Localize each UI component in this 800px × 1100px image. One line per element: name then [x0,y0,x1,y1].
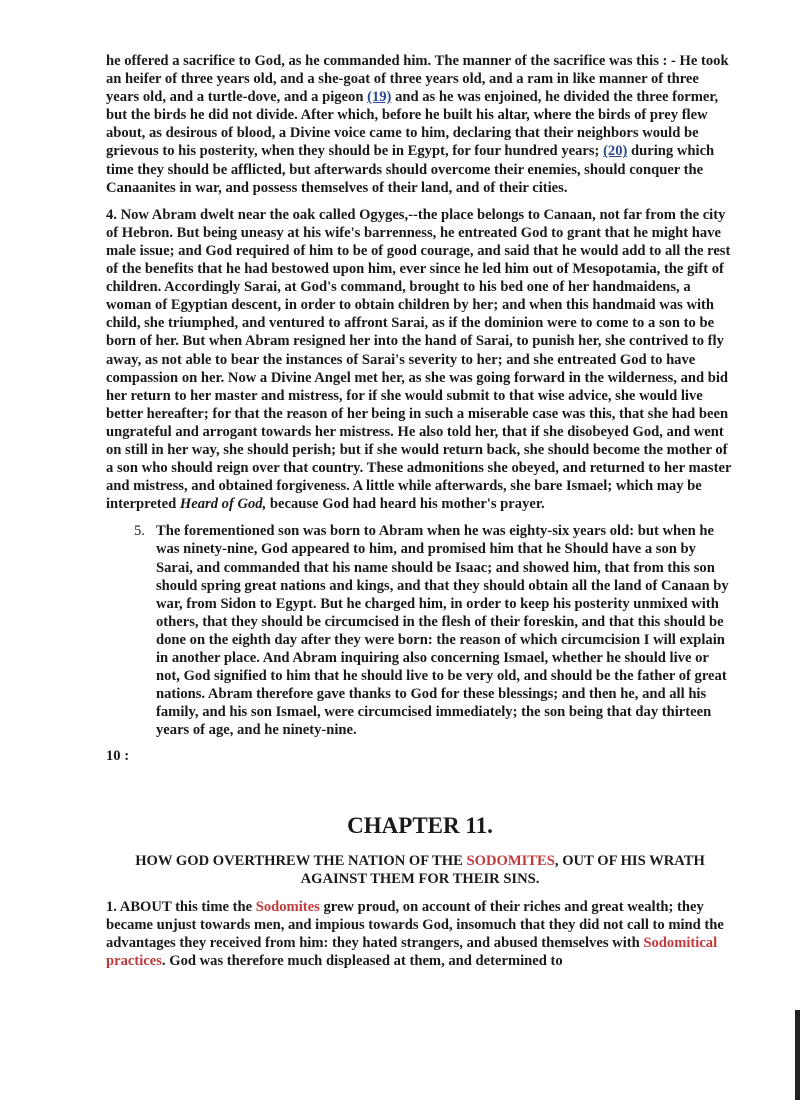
paragraph-text: 4. Now Abram dwelt near the oak called Ogyges,--the place belongs to Canaan, not far from the city of Hebron. But being uneasy at his wife's barrenness, he entreated God to grant that he might have male issue; and God required of him to be of good courage, and said that he would add to all the rest of the benefits that he had bestowed upon him, ever since he led him out of Mesopotamia, the gift of children. Accordingly Sarai, at God's command, brought to his bed one of her handmaidens, a woman of Egyptian descent, in order to obtain children by her; and when this handmaid was with child, she triumphed, and ventured to affront Sarai, as if the dominion were to come to a son to be born of her. But when Abram resigned her into the hand of Sarai, to punish her, she contrived to fly away, as not able to bear the instances of Sarai's severity to her; and she entreated God to have compassion on her. Now a Divine Angel met her, as she was going forward in the wilderness, and bid her return to her master and mistress, for if she would submit to that wise advice, she would live better hereafter; for that the reason of her being in such a miserable case was this, that she had been ungrateful and arrogant towards her mistress. He also told her, that if she disobeyed God, and went on still in her way, she should perish; but if she would return back, she should become the mother of a son who should reign over that country. These admonitions she obeyed, and returned to her master and mistress, and obtained forgiveness. A little while afterwards, she bare Ismael; which may be interpreted [106,206,732,513]
highlighted-term: Sodomitical practices [106,934,718,969]
emphasis-text: Heard of God, [179,496,267,513]
highlighted-term: Sodomites [255,898,320,915]
paragraph-text: because God had heard his mother's prayer. [266,496,545,513]
paragraph-text: . God was therefore much displeased at them, and determined to [161,952,563,969]
paragraph-text: and as he was enjoined, he divided the three former, but the birds he did not divide. After which, before he built his altar, where the birds of prey flew about, as desirous of blood, a Divine voice came to him, declaring that their neighbors would be grievous to his posterity, when they should be in Egypt, for four hundred years; [106,89,719,160]
paragraph-text: he offered a sacrifice to God, as he commanded him. The manner of the sacrifice was this : - He took an heifer of three years old, and a she-goat of three years old, and a ram in like manner of three years old, and a turtle-dove, and a pigeon [106,53,729,106]
paragraph-text: grew proud, on account of their riches and great wealth; they became unjust towards men, and impious towards God, insomuch that they did not call to mind the advantages they received from him: they hated strangers, and abused themselves with [106,898,724,951]
paragraph-4 [106,206,734,514]
subtitle-text: HOW GOD OVERTHREW THE NATION OF THE [135,852,467,869]
paragraph-5 [134,522,734,739]
highlighted-term: SODOMITES [466,852,555,869]
chapter-subtitle [106,852,734,888]
paragraph-chapter11-1 [106,898,734,970]
scan-edge-mark [795,1010,800,1100]
paragraph-number: 5. [134,523,145,540]
paragraph-text: The forementioned son was born to Abram when he was eighty-six years old: but when he was ninety-nine, God appeared to him, and promised him that he Should have a son by Sarai, and commanded that his name should be Isaac; and showed him, that from this son should spring great nations and kings, and that they should obtain all the land of Canaan by war, from Sidon to Egypt. But he charged him, in order to keep his posterity unmixed with others, that they should be circumcised in the flesh of their foreskin, and that this should be done on the eighth day after they were born: the reason of which circumcision I will explain in another place. And Abram inquiring also concerning Ismael, whether he should live or not, God signified to him that he should live to be very old, and should be the father of great nations. Abram therefore gave thanks to God for these blessings; and then he, and all his family, and his son Ismael, were circumcised immediately; the son being that day thirteen years of age, and he ninety-nine. [156,523,729,739]
paragraph-sacrifice [106,52,734,197]
chapter-title: CHAPTER 11. [347,812,493,838]
footnote-link-20[interactable]: (20) [603,143,628,160]
document-page [106,52,734,979]
paragraph-text: 1. ABOUT this time the [106,898,256,915]
page-number: 10 : [106,748,130,765]
paragraph-text: during which time they should be afflicted, but afterwards should overcome their enemies, should conquer the Canaanites in war, and possess themselves of their land, and of their cities. [106,143,715,196]
subtitle-text: , OUT OF HIS WRATH AGAINST THEM FOR THEIR SINS. [300,852,705,887]
footnote-link-19[interactable]: (19) [367,89,392,106]
